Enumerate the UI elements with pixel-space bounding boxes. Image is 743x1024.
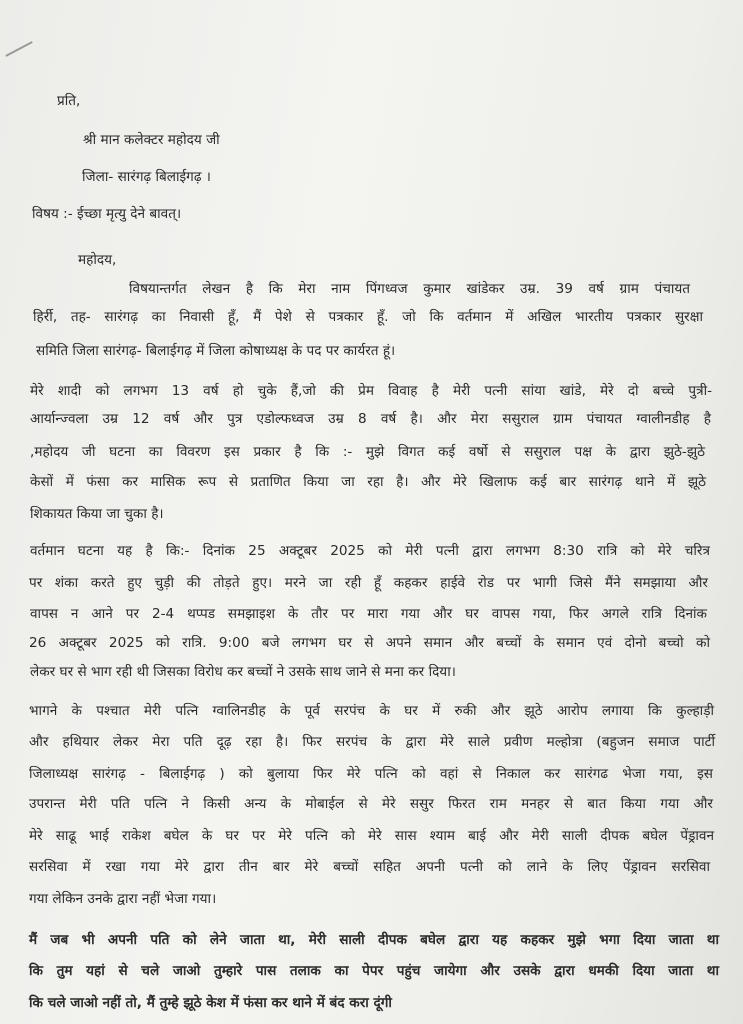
para5-line: कि चले जाओ नहीं तो, मैं तुम्हे झूठे केश में फंसा कर थाने में बंद करा दूंगी — [29, 995, 392, 1011]
para4-line: सरसिवा में रखा गया मेरे द्वारा तीन बार मेरे बच्चों सहित अपनी पत्नी को लाने के लिए पेंड्रावन सरसिवा — [29, 859, 710, 875]
para4-line: गया लेकिन उनके द्वारा नहीं भेजा गया। — [29, 891, 217, 907]
paper-crease — [5, 41, 32, 57]
para4-line: जिलाध्यक्ष सारंगढ़ - बिलाईगढ़ ) को बुलाया फिर मेरे पत्नि को वहां से निकाल कर सारंगढ भेजा गया, इस — [29, 766, 713, 782]
para3-line: वापस न आने पर 2-4 थप्पड समझाइश के तौर पर मारा गया और घर वापस गया, फिर अगले रात्रि दिनांक — [30, 606, 707, 622]
para2-line: केसों में फंसा कर मासिक रूप से प्रताणित किया जा रहा है। और मेरे खिलाफ कई बार सारंगढ़ थाने में झूठे — [30, 474, 706, 490]
para4-line: उपरान्त मेरी पति पत्नि ने किसी अन्य के मोबाईल से मेरे ससुर फिरत राम मनहर से बात किया गया और — [29, 796, 713, 812]
para1-line: हिर्री, तह- सारंगढ़ का निवासी हूँ, मैं पेशे से पत्रकार हूँ. जो कि वर्तमान में अखिल भारतीय पत्रकार सुरक्षा — [33, 309, 703, 325]
letter-to: प्रति, — [57, 93, 81, 109]
para2-line: ,महोदय जी घटना का विवरण इस प्रकार है कि :- मुझे विगत कई वर्षो से ससुराल पक्ष के द्वारा झुठे-झुठे — [30, 444, 705, 460]
para4-line: मेरे साढू भाई राकेश बघेल के घर पर मेरे पत्नि को मेरे सास श्याम बाई और मेरी साली दीपक बघेल पेंड्रावन — [29, 828, 714, 844]
para5-line: कि तुम यहां से चले जाओ तुम्हारे पास तलाक का पेपर पहुंच जायेगा और उसके द्वारा धमकी दिया जाता था — [29, 963, 719, 979]
para4-line: और हथियार लेकर मेरा पति दूढ़ रहा है। फिर सरपंच के द्वारा मेरे साले प्रवीण मल्होत्रा (बहुजन समाज पार्टी — [29, 734, 715, 750]
para3-line: लेकर घर से भाग रही थी जिसका विरोध कर बच्चों ने उसके साथ जाने से मना कर दिया। — [30, 664, 456, 680]
letter-recipient: श्री मान कलेक्टर महोदय जी — [83, 132, 220, 148]
para3-line: वर्तमान घटना यह है कि:- दिनांक 25 अक्टूबर 2025 को मेरी पत्नी द्वारा लगभग 8:30 रात्रि को मेरे चरित्र — [30, 543, 710, 559]
para5-line: मैं जब भी अपनी पति को लेने जाता था, मेरी साली दीपक बघेल द्वारा यह कहकर मुझे भगा दिया जाता था — [29, 932, 719, 948]
letter-subject: विषय :- ईच्छा मृत्यु देने बावत्। — [32, 206, 182, 222]
para1-line: विषयान्तर्गत लेखन है कि मेरा नाम पिंगध्वज कुमार खांडेकर उम्र. 39 वर्ष ग्राम पंचायत — [129, 281, 690, 297]
para3-line: पर शंका करते हुए चुड़ी की तोड़ते हुए। मरने जा रही हूँ कहकर हाईवे रोड पर भागी जिसे मैंने समझाया और — [29, 575, 708, 591]
para1-line: समिति जिला सारंगढ़- बिलाईगढ़ में जिला कोषाध्यक्ष के पद पर कार्यरत हूं। — [36, 343, 396, 359]
para2-line: शिकायत किया जा चुका है। — [30, 506, 164, 522]
para2-line: आर्यान्ज्वला उम्र 12 वर्ष और पुत्र एडोल्फध्वज उम्र 8 वर्ष है। और मेरा ससुराल ग्राम पंचायत ग्वालीनडीह है — [30, 411, 711, 427]
para3-line: 26 अक्टूबर 2025 को रात्रि. 9:00 बजे लगभग घर से अपने समान और बच्चों के समान एवं दोनो बच्चो को — [29, 635, 710, 651]
para4-line: भागने के पश्चात मेरी पत्नि ग्वालिनडीह के पूर्व सरपंच के घर में रुकी और झूठे आरोप लगाया कि कुल्हाड़ी — [29, 703, 714, 719]
letter-district: जिला- सारंगढ़ बिलाईगढ़ । — [82, 169, 211, 185]
para2-line: मेरे शादी को लगभग 13 वर्ष हो चुके हैं,जो की प्रेम विवाह है मेरी पत्नी सांया खांडे, मेरे दो बच्चे पुत्री- — [30, 383, 712, 399]
letter-salutation: महोदय, — [78, 252, 117, 268]
